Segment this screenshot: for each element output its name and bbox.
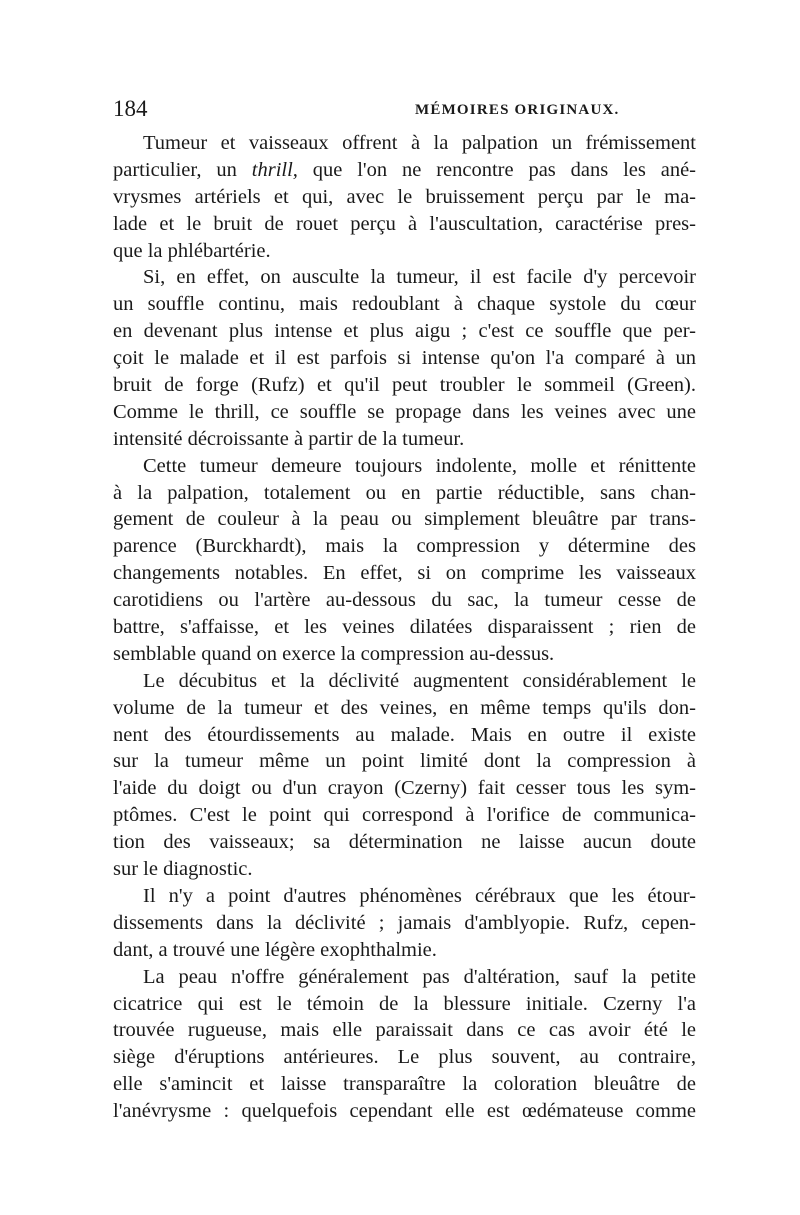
text-line: semblable quand on exerce la compression au-dessus. — [113, 642, 555, 665]
paragraph — [113, 964, 696, 1125]
text-line: changements notables. En effet, si on comprime les vaisseaux — [113, 562, 696, 585]
text-line: vrysmes artériels et qui, avec le bruissement perçu par le ma- — [113, 185, 696, 208]
text-line: Le décubitus et la déclivité augmentent considérablement le — [143, 669, 696, 692]
paragraph — [113, 264, 696, 452]
text-line: carotidiens ou l'artère au-dessous du sac, la tumeur cesse de — [113, 589, 696, 612]
text-line: çoit le malade et il est parfois si intense qu'on l'a comparé à un — [113, 347, 696, 370]
text-line: sur la tumeur même un point limité dont la compression à — [113, 750, 696, 773]
text-line: tion des vaisseaux; sa détermination ne laisse aucun doute — [113, 831, 696, 854]
text-line: La peau n'offre généralement pas d'altération, sauf la petite — [143, 965, 696, 988]
text-line: gement de couleur à la peau ou simplement bleuâtre par trans- — [113, 508, 696, 531]
running-title: MÉMOIRES ORIGINAUX. — [415, 102, 620, 118]
text-line: intensité décroissante à partir de la tumeur. — [113, 427, 465, 450]
text-line: parence (Burckhardt), mais la compression y détermine des — [113, 535, 696, 558]
paragraph — [113, 668, 696, 883]
text-line: siège d'éruptions antérieures. Le plus souvent, au contraire, — [113, 1046, 696, 1069]
text-line: l'anévrysme : quelquefois cependant elle est œdémateuse comme — [113, 1100, 696, 1123]
text-line: nent des étourdissements au malade. Mais en outre il existe — [113, 723, 696, 746]
paragraph — [113, 130, 696, 264]
text-line: battre, s'affaisse, et les veines dilatées disparaissent ; rien de — [113, 616, 696, 639]
italic-term: thrill, — [251, 158, 298, 181]
paragraph — [113, 883, 696, 964]
text-line: Si, en effet, on ausculte la tumeur, il est facile d'y percevoir — [143, 266, 696, 289]
text-line: dissements dans la déclivité ; jamais d'amblyopie. Rufz, cepen- — [113, 911, 696, 934]
text-line: cicatrice qui est le témoin de la blessure initiale. Czerny l'a — [113, 992, 696, 1015]
text-line: lade et le bruit de rouet perçu à l'auscultation, caractérise pres- — [113, 212, 696, 235]
text-line: trouvée rugueuse, mais elle paraissait dans ce cas avoir été le — [113, 1019, 696, 1042]
text-line: Comme le thrill, ce souffle se propage dans les veines avec une — [113, 400, 696, 423]
paragraph — [113, 453, 696, 668]
text-line: elle s'amincit et laisse transparaître la coloration bleuâtre de — [113, 1073, 696, 1096]
text-line: à la palpation, totalement ou en partie réductible, sans chan- — [113, 481, 696, 504]
page-number: 184 — [113, 96, 148, 121]
page-header — [113, 96, 696, 122]
text-line: bruit de forge (Rufz) et qu'il peut troubler le sommeil (Green). — [113, 374, 696, 397]
text-line: Il n'y a point d'autres phénomènes cérébraux que les étour- — [143, 884, 696, 907]
text-line: particulier, un thrill, que l'on ne rencontre pas dans les ané- — [113, 158, 696, 181]
text-line: ptômes. C'est le point qui correspond à l'orifice de communica- — [113, 804, 696, 827]
text-line: sur le diagnostic. — [113, 858, 253, 881]
text-line: l'aide du doigt ou d'un crayon (Czerny) fait cesser tous les sym- — [113, 777, 696, 800]
text-line: Tumeur et vaisseaux offrent à la palpation un frémissement — [143, 132, 696, 154]
body-text — [113, 130, 696, 1125]
text-line: que la phlébartérie. — [113, 239, 271, 262]
text-line: un souffle continu, mais redoublant à chaque systole du cœur — [113, 293, 696, 316]
text-line: Cette tumeur demeure toujours indolente, molle et rénittente — [143, 454, 696, 477]
text-line: volume de la tumeur et des veines, en même temps qu'ils don- — [113, 696, 696, 719]
text-line: en devenant plus intense et plus aigu ; c'est ce souffle que per- — [113, 320, 696, 343]
text-line: dant, a trouvé une légère exophthalmie. — [113, 938, 437, 961]
